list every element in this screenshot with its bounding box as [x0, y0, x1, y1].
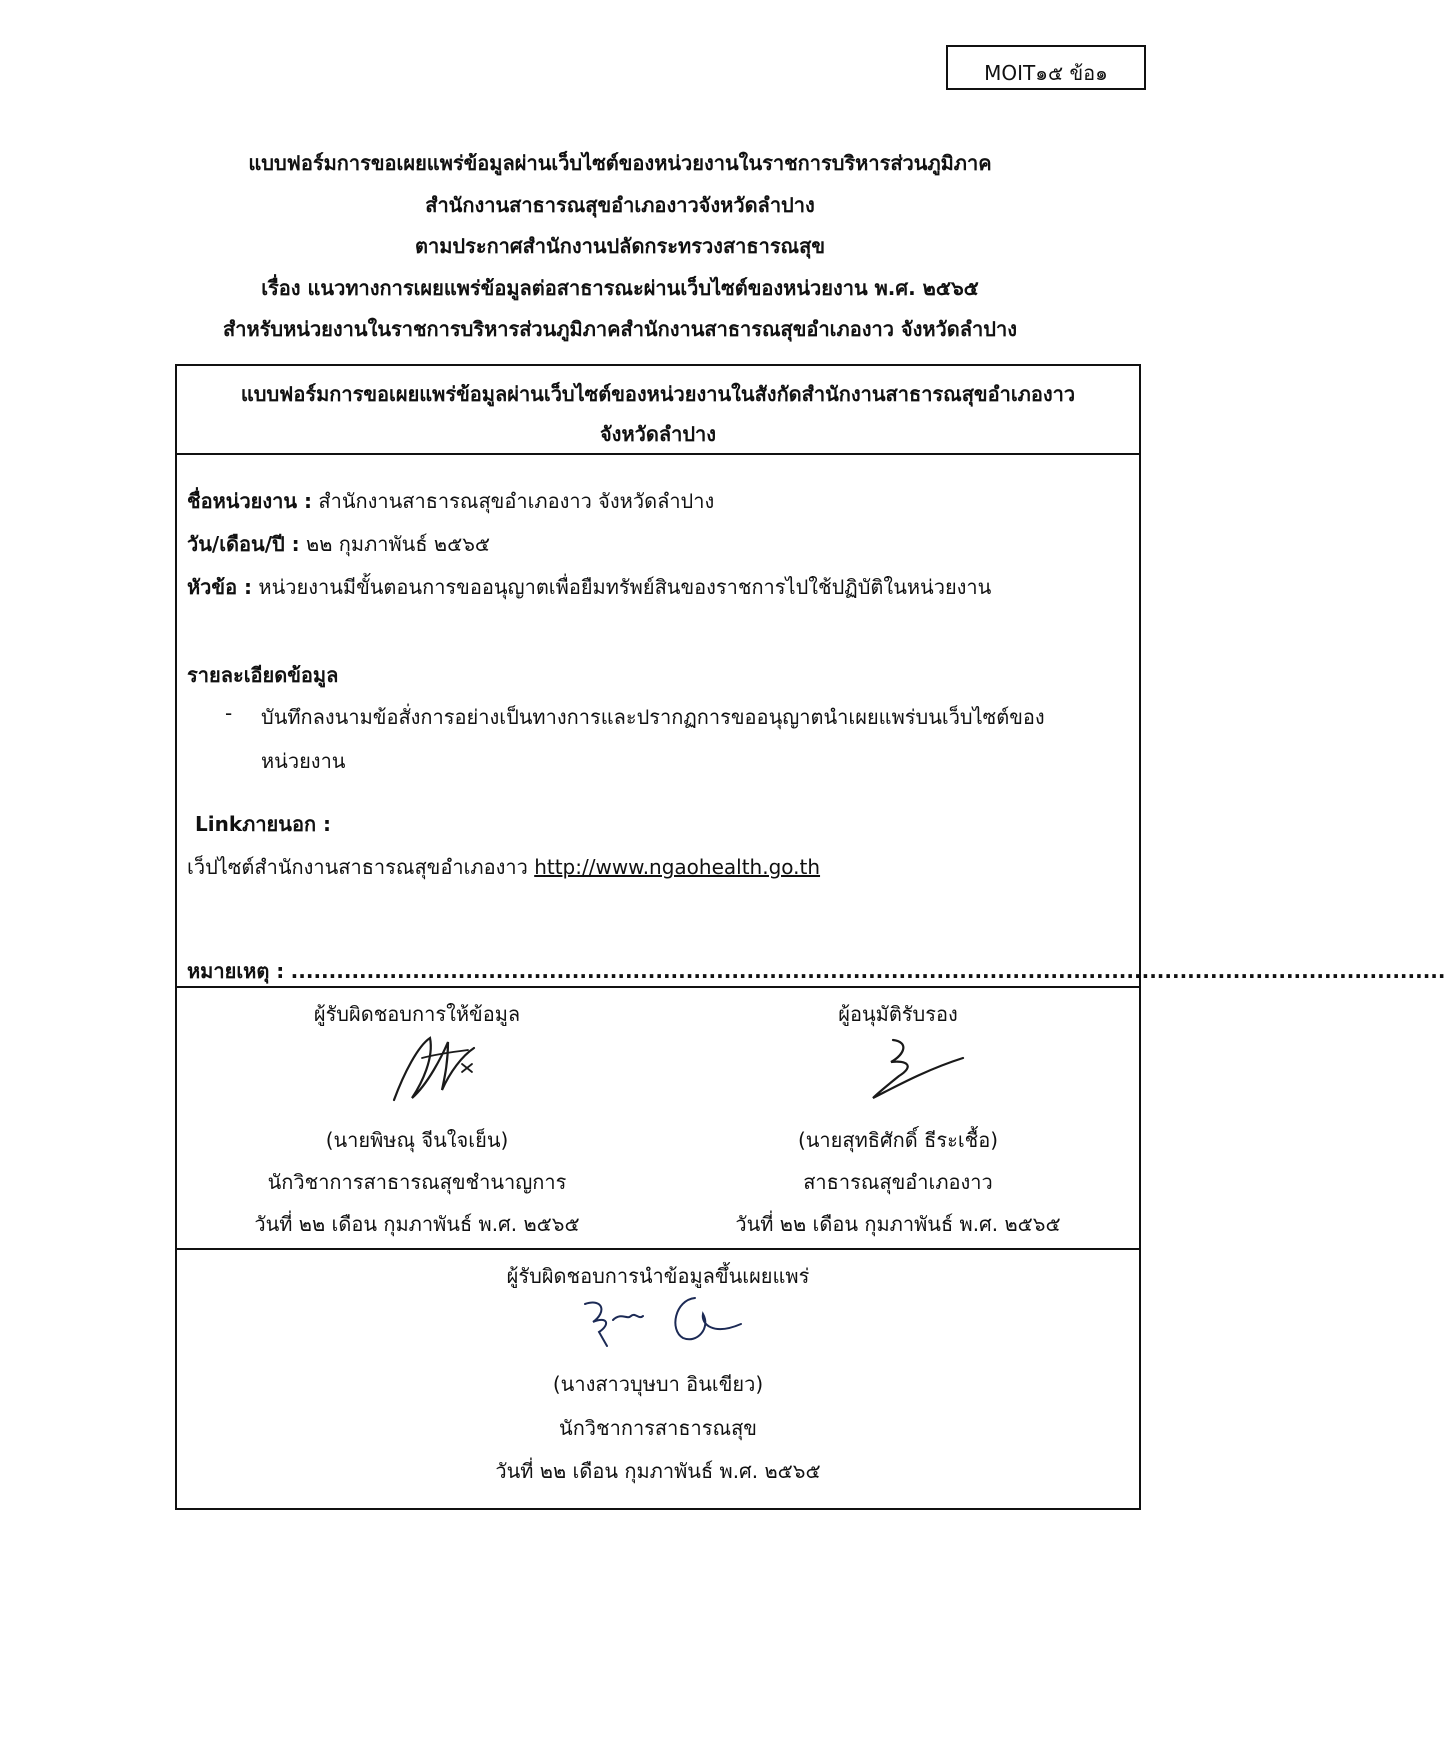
form-title-section [177, 366, 1139, 455]
signature-section [177, 988, 1139, 1250]
date-value: ๒๒ กุมภาพันธ์ ๒๕๖๕ [306, 532, 491, 556]
detail-line-1: บันทึกลงนามข้อสั่งการอย่างเป็นทางการและปรากฏการขออนุญาตนำเผยแพร่บนเว็บไซต์ของ [261, 705, 1045, 729]
header-line-5: สำหรับหน่วยงานในราชการบริหารส่วนภูมิภาคสำนักงานสาธารณสุขอำเภองาว จังหวัดลำปาง [223, 317, 1017, 341]
document-code: MOIT๑๕ ข้อ๑ [984, 60, 1108, 85]
right-signer-role: ผู้อนุมัติรับรอง [838, 1002, 958, 1026]
right-signature-image [863, 1032, 973, 1102]
remark-dots: ........................................................................................................................................................ [290, 959, 1446, 983]
header-line-3: ตามประกาศสำนักงานปลัดกระทรวงสาธารณสุข [414, 234, 825, 258]
right-signer-position: สาธารณสุขอำเภองาว [803, 1170, 993, 1194]
header-line-1: แบบฟอร์มการขอเผยแพร่ข้อมูลผ่านเว็บไซต์ของหน่วยงานในราชการบริหารส่วนภูมิภาค [248, 151, 992, 175]
website-link[interactable]: http://www.ngaohealth.go.th [534, 855, 821, 879]
left-signer-date: วันที่ ๒๒ เดือน กุมภาพันธ์ พ.ศ. ๒๕๖๕ [254, 1212, 580, 1236]
document-code-box [946, 45, 1146, 90]
left-signature-image [382, 1028, 482, 1108]
publisher-position: นักวิชาการสาธารณสุข [559, 1416, 757, 1440]
topic-value: หน่วยงานมีขั้นตอนการขออนุญาตเพื่อยืมทรัพย์สินของราชการไปใช้ปฏิบัติในหน่วยงาน [258, 575, 992, 599]
external-link-text: เว็ปไซต์สำนักงานสาธารณสุขอำเภองาว [187, 855, 528, 879]
topic-label: หัวข้อ : [187, 575, 253, 599]
external-link-field [187, 851, 820, 883]
topic-field [187, 571, 991, 603]
agency-field [187, 485, 714, 517]
publisher-name: (นางสาวบุษบา อินเขียว) [552, 1372, 764, 1396]
remark-field [187, 955, 1446, 987]
external-link-label: Linkภายนอก : [195, 812, 332, 836]
form-title-line-1: แบบฟอร์มการขอเผยแพร่ข้อมูลผ่านเว็บไซต์ของหน่วยงานในสังกัดสำนักงานสาธารณสุขอำเภองาว [240, 382, 1076, 406]
publication-form [175, 364, 1446, 1510]
detail-label: รายละเอียดข้อมูล [187, 663, 339, 687]
detail-line-2: หน่วยงาน [261, 749, 346, 773]
agency-label: ชื่อหน่วยงาน : [187, 489, 313, 513]
right-signer-date: วันที่ ๒๒ เดือน กุมภาพันธ์ พ.ศ. ๒๕๖๕ [735, 1212, 1061, 1236]
form-title-line-2: จังหวัดลำปาง [599, 422, 717, 446]
date-label: วัน/เดือน/ปี : [187, 532, 300, 556]
publisher-signature-image [573, 1290, 753, 1360]
detail-bullet: - [225, 701, 233, 725]
remark-label: หมายเหตุ : [187, 959, 285, 983]
agency-value: สำนักงานสาธารณสุขอำเภองาว จังหวัดลำปาง [318, 489, 715, 513]
header-line-2: สำนักงานสาธารณสุขอำเภองาวจังหวัดลำปาง [425, 193, 815, 217]
publisher-section [177, 1250, 1139, 1508]
left-signer-position: นักวิชาการสาธารณสุขชำนาญการ [267, 1170, 567, 1194]
left-signer-name: (นายพิษณุ จีนใจเย็น) [325, 1128, 509, 1152]
publisher-date: วันที่ ๒๒ เดือน กุมภาพันธ์ พ.ศ. ๒๕๖๕ [495, 1459, 821, 1483]
date-field [187, 528, 490, 560]
header-line-4: เรื่อง แนวทางการเผยแพร่ข้อมูลต่อสาธารณะผ่านเว็บไซต์ของหน่วยงาน พ.ศ. ๒๕๖๕ [261, 276, 979, 300]
left-signer-role: ผู้รับผิดชอบการให้ข้อมูล [313, 1002, 521, 1026]
right-signer-name: (นายสุทธิศักดิ์ ธีระเชื้อ) [797, 1128, 999, 1152]
publisher-role: ผู้รับผิดชอบการนำข้อมูลขึ้นเผยแพร่ [506, 1264, 810, 1288]
form-info-section [177, 455, 1446, 988]
